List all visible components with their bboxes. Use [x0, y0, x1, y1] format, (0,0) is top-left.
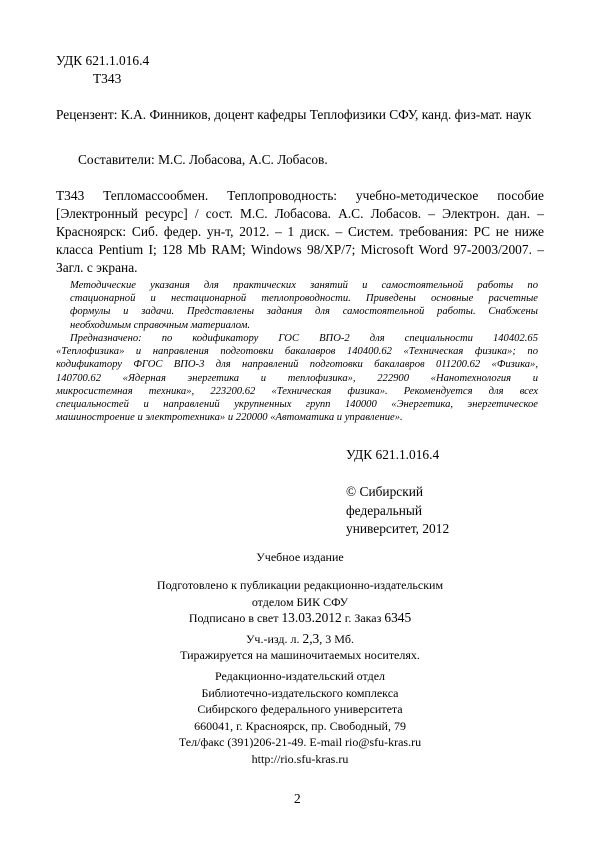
publisher-contacts: Тел/факс (391)206-21-49. E-mail rio@sfu-kras.ru [178, 735, 422, 749]
purpose-line: машиностроение и электротехника» и 220000 «Автоматика и управление». [56, 412, 403, 424]
reviewer-line: Рецензент: К.А. Финников, доцент кафедры Теплофизики СФУ, канд. физ-мат. наук [56, 107, 532, 122]
purpose-line: микросистемная техника», 223200.62 «Техническая физика». Рекомендуется для всех [56, 385, 538, 397]
publisher-dept: Редакционно-издательский отдел [214, 669, 386, 683]
publisher-url: http://rio.sfu-kras.ru [251, 751, 349, 766]
order-prefix: г. Заказ [344, 611, 382, 625]
sheets-line [100, 631, 500, 648]
publisher-block [100, 668, 500, 767]
bibliographic-description [56, 187, 544, 277]
purpose-statement [56, 332, 538, 424]
page-number: 2 [294, 791, 301, 806]
annotation-line: формулы и задачи. Представлены задания для самостоятельной работы. Снабжены [70, 306, 538, 318]
purpose-line: Предназначено: по кодификатору ГОС ВПО-2 для специальности 140402.65 [70, 333, 538, 344]
publisher-complex: Библиотечно-издательского комплекса [201, 685, 399, 700]
sheets-prefix: Уч.-изд. л. [245, 631, 300, 646]
purpose-line: «Теплофизика» и направления подготовки бакалавров 140400.62 «Техническая физика»; по [56, 346, 538, 358]
purpose-line: 140700.62 «Ядерная энергетика и теплофизика», 222900 «Нанотехнология и [56, 372, 538, 384]
sheets-value: 2,3 [302, 630, 320, 646]
copyright-line: федеральный [346, 502, 423, 518]
annotation-line: стационарной и нестационарной теплопроводности. Приведены основные расчетные [70, 293, 538, 305]
purpose-line: специальностей и направлений укрупненных групп 140000 «Энергетика, энергетическое [56, 399, 538, 411]
purpose-line: кодификатору ФГОС ВПО-3 для направлений подготовки бакалавров 011200.62 «Физика», [56, 359, 538, 371]
copyright-line: © Сибирский [346, 484, 424, 499]
publisher-address: 660041, г. Красноярск, пр. Свободный, 79 [194, 718, 406, 733]
copyright-block [346, 483, 449, 539]
prepared-line: Подготовлено к публикации редакционно-издательским [156, 578, 444, 592]
edition-type: Учебное издание [256, 550, 344, 564]
book-code-top: Т343 [93, 71, 122, 86]
signed-prefix: Подписано в свет [188, 611, 279, 625]
copyright-line: университет, 2012 [346, 521, 450, 536]
prepared-line: отделом БИК СФУ [251, 594, 349, 609]
bibliography-text: Т343 Тепломассообмен. Теплопроводность: учебно-методическое пособие [Электронный ресурс] / сост. М.С. Лобасова. А.С. Лобасов. – Электрон. дан. – Красноярск: Сиб. федер. ун-т, 2012. – 1 диск. – Систем. требования: PC не ниже класса Pentium I; 128 Mb RAM; Windows 98/XP/7; Microsoft Word 97-2003/2007. – Загл. с экрана. [56, 188, 544, 275]
signed-date: 13.03.2012 [281, 610, 342, 625]
udk-top: УДК 621.1.016.4 [56, 53, 150, 68]
order-number: 6345 [384, 610, 412, 625]
signed-line [100, 610, 500, 627]
compilers-line: Составители: М.С. Лобасова, А.С. Лобасов. [78, 152, 328, 167]
replication-line: Тиражируется на машиночитаемых носителях. [180, 648, 420, 662]
file-size: , 3 Мб. [319, 631, 355, 646]
publisher-university: Сибирского федерального университета [197, 702, 403, 716]
annotation-line: необходимым справочным материалом. [70, 319, 251, 331]
udk-bottom: УДК 621.1.016.4 [346, 447, 440, 462]
prepared-block [100, 577, 500, 664]
annotation-line: Методические указания для практических занятий и самостоятельной работы по [70, 280, 538, 291]
annotation [70, 279, 538, 332]
